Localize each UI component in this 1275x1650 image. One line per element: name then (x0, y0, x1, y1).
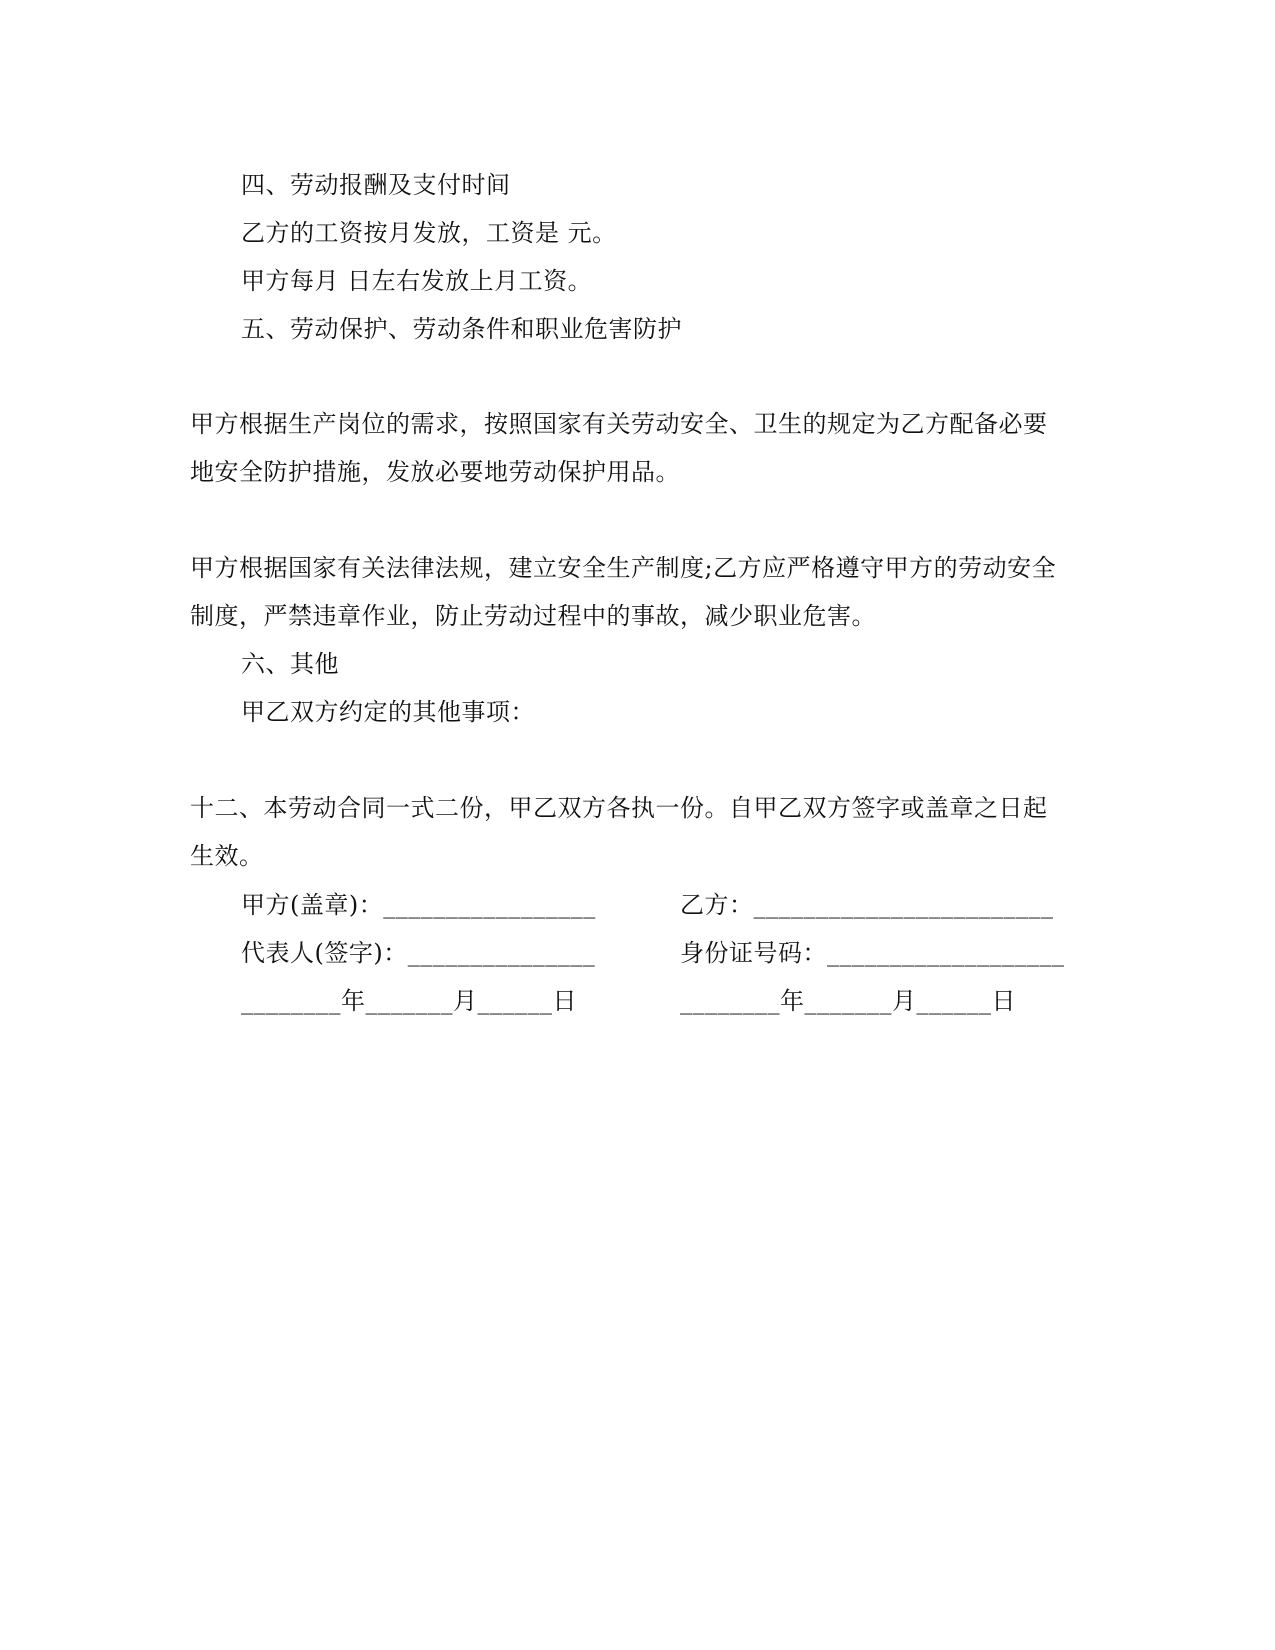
section-12-line-2: 生效。 (190, 842, 264, 870)
section-5-heading: 五、劳动保护、劳动条件和职业危害防护 (241, 315, 682, 343)
party-b-date-field: ________年_______月______日 (680, 987, 1016, 1015)
paragraph-2-line-1: 甲方根据国家有关法律法规，建立安全生产制度;乙方应严格遵守甲方的劳动安全 (190, 554, 1057, 582)
id-number-field: 身份证号码：___________________ (680, 939, 1065, 967)
representative-signature-field: 代表人(签字)：_______________ (241, 939, 596, 967)
paragraph-2-line-2: 制度，严禁违章作业，防止劳动过程中的事故，减少职业危害。 (190, 602, 876, 630)
party-b-field: 乙方：________________________ (680, 891, 1054, 919)
paragraph-1-line-1: 甲方根据生产岗位的需求，按照国家有关劳动安全、卫生的规定为乙方配备必要 (190, 410, 1048, 438)
paragraph-1-line-2: 地安全防护措施，发放必要地劳动保护用品。 (190, 458, 680, 486)
party-a-date-field: ________年_______月______日 (241, 987, 577, 1015)
party-a-seal-field: 甲方(盖章)：_________________ (241, 891, 596, 919)
section-6-heading: 六、其他 (241, 650, 339, 678)
payday-line: 甲方每月 日左右发放上月工资。 (241, 267, 593, 295)
section-12-line-1: 十二、本劳动合同一式二份，甲乙双方各执一份。自甲乙双方签字或盖章之日起 (190, 794, 1048, 822)
section-4-heading: 四、劳动报酬及支付时间 (241, 171, 511, 199)
other-matters-line: 甲乙双方约定的其他事项： (241, 698, 535, 726)
salary-line: 乙方的工资按月发放，工资是 元。 (241, 219, 617, 247)
